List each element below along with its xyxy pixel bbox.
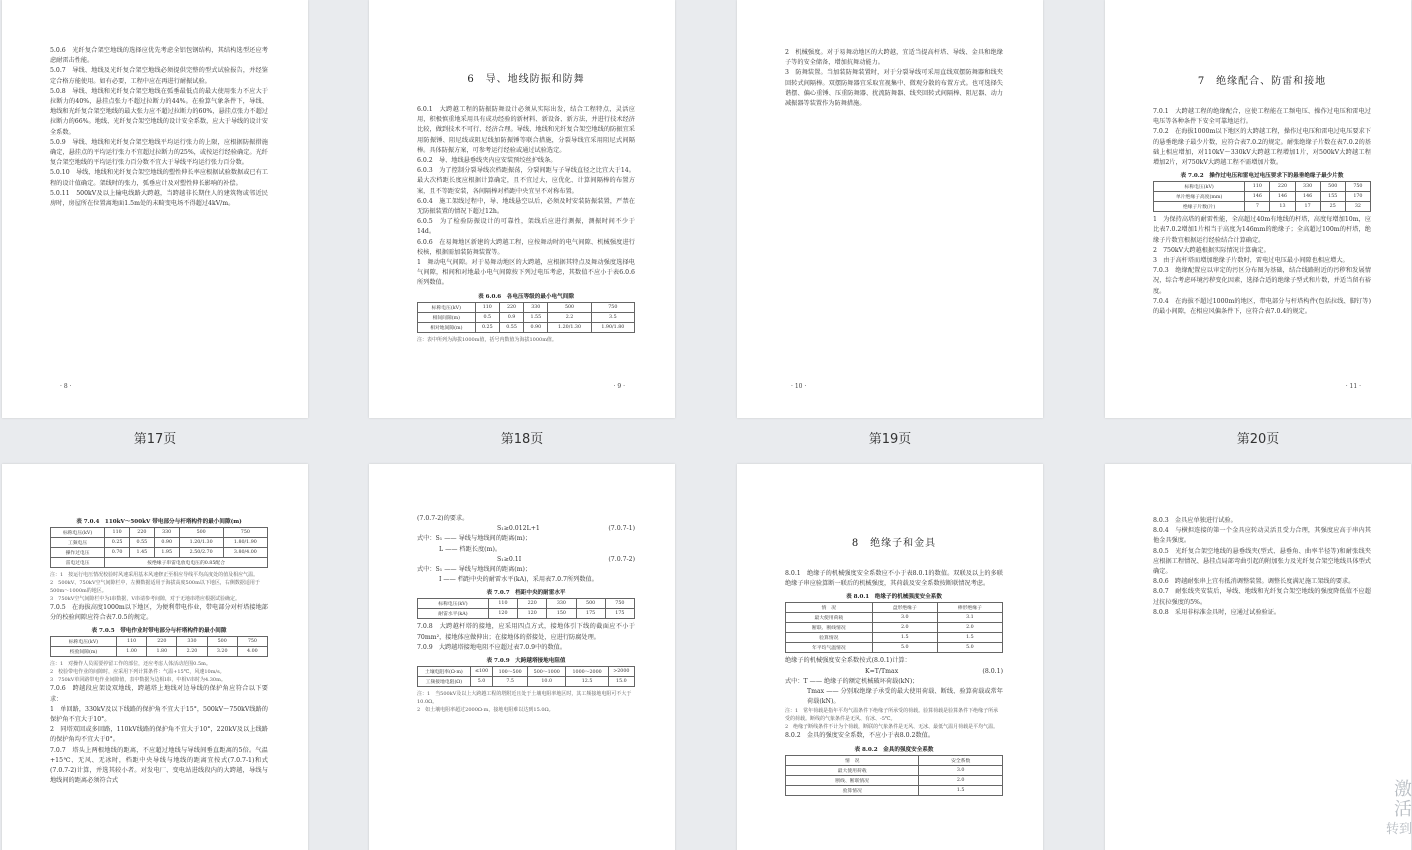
formula-definition: 式中：S₁ —— 导线与地线间的距离(m)；	[417, 566, 532, 574]
table-title: 表 7.0.2 操作过电压和雷电过电压要求下的悬垂绝缘子最少片数	[1180, 173, 1344, 180]
page-thumbnail-21[interactable]	[2, 464, 308, 850]
page-label-17[interactable]: 第17页	[133, 432, 177, 447]
table-cell: 25	[1320, 202, 1345, 212]
table-cell: 110	[105, 528, 130, 538]
formula-definition: I —— 档距中央的耐雷水平(kA)，采用表7.0.7所列数值。	[439, 576, 598, 584]
paragraph: 绝缘子的机械强度安全系数按式(8.0.1)计算：	[785, 657, 911, 665]
table-cell: 3.1	[937, 613, 1002, 623]
paragraph: 3 由于高杆塔而增加绝缘子片数时，雷电过电压最小间隙也相应增大。	[1153, 257, 1349, 265]
table-cell: 7.5	[493, 677, 528, 687]
table-cell: 120	[488, 609, 517, 619]
table-row	[1154, 202, 1371, 212]
paragraph: 5.0.10 导线、地线和光纤复合架空地线的塑性伸长率应根据试验数据或已有工程的设计值确定。架线时的张力，弧垂应计及对塑性伸长影响的补偿。	[50, 169, 268, 187]
table-cell: 12.5	[566, 677, 608, 687]
table-row	[418, 677, 635, 687]
table-cell: 500	[548, 302, 591, 312]
table-cell: 5.0	[872, 643, 937, 653]
table-cell: 120	[518, 609, 547, 619]
page-thumbnail-24[interactable]	[1105, 464, 1411, 850]
table-cell: 绝缘子片数(片)	[1154, 202, 1245, 212]
table-cell: 330	[1295, 182, 1320, 192]
table-cell: 校验间隙(m)	[51, 647, 117, 657]
table-note: 3 750kV空气间隙栏中为I串数据，V串请参考间隙，对于无地串塔应根据试验确定。	[50, 596, 240, 602]
table-cell: 按绝缘子串雷电放电电压的0.85配合	[105, 558, 268, 568]
table-cell: 标称电压(kV)	[418, 302, 476, 312]
paragraph: 7.0.4 在海拔不超过1000m的地区，带电部分与杆塔构件(包括拉线、脚钉等)的最小间隙，在相应风偏条件下，应符合表7.0.4的规定。	[1153, 297, 1371, 316]
table-cell: 3.5	[591, 312, 634, 322]
paragraph: 6.0.6 在易舞地区新建的大跨越工程，应按舞动时的电气间隙、机械强度进行校核，根据需加装防舞装置等。	[417, 238, 635, 256]
table-cell: 1.5	[872, 633, 937, 643]
table-title: 表 8.0.1 绝缘子的机械强度安全系数	[846, 594, 942, 601]
table-row	[786, 643, 1003, 653]
formula-definition: 式中：S₁ —— 导线与地线间的距离(m)；	[417, 535, 532, 543]
table-cell: 0.25	[105, 538, 130, 548]
formula-number: (7.0.7-1)	[608, 525, 635, 533]
table-row	[51, 538, 268, 548]
paragraph: 1 舞动电气间隙。对于易舞动地区的大跨越，应根据其特点及舞动强度选择电气间隙，相间和对地最小电气间隙按下列过电压考虑，其数值不应小于表6.0.6所列数值。	[417, 259, 635, 287]
table-cell: 750	[237, 637, 267, 647]
table-cell: 17	[1295, 202, 1320, 212]
table-cell: 1.00	[117, 647, 147, 657]
table-cell: 500～1000	[527, 667, 565, 677]
table-cell: 1.20/1.30	[548, 322, 591, 332]
table-cell: 土壤电阻率(Ω·m)	[418, 667, 471, 677]
table-row	[786, 603, 1003, 613]
table-cell: 0.90	[154, 538, 179, 548]
table-cell: 32	[1345, 202, 1370, 212]
formula-row	[417, 555, 635, 565]
table-note: 注：表中所列为海拔1000m值，括号内数值为海拔1000m值。	[417, 336, 557, 343]
page-number: · 8 ·	[60, 383, 72, 390]
paragraph: 1 为保持高塔的耐雷性能，全高超过40m有地线的杆塔，高度每增加10m，应比表7.0.2增加1片相当于高度为146mm的绝缘子；全高超过100m的杆塔，绝缘子片数宜根据运行经验结合计算确定。	[1153, 216, 1371, 244]
table-cell: 10.0	[527, 677, 565, 687]
data-table	[50, 636, 268, 657]
paragraph: 8.0.6 跨越耐张串上宜有抵消调整装置。调整长度满足施工架线的要求。	[1153, 578, 1355, 586]
table-row	[786, 623, 1003, 633]
activation-watermark	[1380, 780, 1412, 840]
table-cell: ≤100	[470, 667, 492, 677]
page-thumbnail-23[interactable]	[737, 464, 1043, 850]
table-cell: 1000～2000	[566, 667, 608, 677]
paragraph: 2 同塔双回或多回路，110kV线路的保护角不宜大于10°，220kV及以上线路的保护角均不宜大于0°。	[50, 726, 268, 744]
section-heading: 7 绝缘配合、防雷和接地	[1197, 76, 1327, 87]
paragraph: 8.0.7 耐张线夹安装后，导线、地线和光纤复合架空地线的强度降低值不应超过抗拉强度的5%。	[1153, 588, 1371, 606]
table-cell: 1.5	[919, 785, 1003, 795]
table-cell: 工频接地电阻(Ω)	[418, 677, 471, 687]
table-cell: 工频电压	[51, 538, 105, 548]
table-cell: 0.25	[475, 322, 499, 332]
table-cell: 3.20	[207, 647, 237, 657]
table-note: 注：1 按运行电压情况校验时风速采用基本风速修正至相应导线平均高度处的值及相应气温。	[50, 572, 259, 578]
table-cell: 盘形绝缘子	[872, 603, 937, 613]
page-thumbnail-17[interactable]	[2, 0, 308, 418]
table-cell: 175	[605, 609, 634, 619]
table-row	[1154, 192, 1371, 202]
table-cell: 330	[547, 599, 576, 609]
table-cell: 0.9	[499, 312, 523, 322]
table-row	[786, 755, 1003, 765]
table-cell: 1.45	[129, 548, 154, 558]
table-cell: 750	[605, 599, 634, 609]
formula: S₁≥0.012L+1	[497, 525, 540, 533]
table-cell: 0.70	[105, 548, 130, 558]
table-cell: 最大使用荷载	[786, 613, 873, 623]
table-cell: 750	[223, 528, 267, 538]
table-cell: >2000	[608, 667, 634, 677]
table-cell: 棒形绝缘子	[937, 603, 1002, 613]
table-cell: 验算情况	[786, 633, 873, 643]
paragraph: 7.0.2 在海拔1000m以下地区的大跨越工程，操作过电压和雷电过电压要求下的悬垂绝缘子最少片数，应符合表7.0.2的规定。耐张绝缘子片数在表7.0.2的基础上相应增加，对110kV～330kV大跨越工程增加1片，对500kV大跨越工程增加2片，对750kV大跨越工程不需增加片数。	[1153, 128, 1371, 167]
paragraph: 8.0.8 采用非标准金具时，应通过试验验证。	[1153, 608, 1281, 616]
table-row	[51, 558, 268, 568]
watermark-line: 激活	[1394, 779, 1412, 820]
table-row	[786, 633, 1003, 643]
table-row	[51, 548, 268, 558]
table-cell: 220	[499, 302, 523, 312]
table-cell: 2.20	[177, 647, 207, 657]
table-cell: 情 况	[786, 603, 873, 613]
table-cell: 500	[207, 637, 237, 647]
table-cell: 500	[1320, 182, 1345, 192]
paragraph: 5.0.9 导线、地线和光纤复合架空地线平均运行张力的上限，应根据防振措施确定，悬挂点的平均运行张力不宜超过拉断力的25%，或按运行经验确定。光纤复合架空地线的平均运行张力百分数不宜大于导线平均运行张力百分数。	[50, 138, 268, 167]
section-heading: 6 导、地线防振和防舞	[467, 74, 585, 85]
table-cell: 15.0	[608, 677, 634, 687]
table-note: 3 750kV单回路带电作业间隙值，表中数据为边相I串，中相V串时为4.30m。	[50, 677, 226, 684]
table-cell: 1.5	[937, 633, 1002, 643]
table-cell: 标称电压(kV)	[1154, 182, 1245, 192]
table-cell: 110	[488, 599, 517, 609]
table-cell: 2.0	[937, 623, 1002, 633]
table-cell: 标称电压(kV)	[418, 599, 489, 609]
paragraph: 7.0.3 绝缘配置应以审定的污区分布图为基础，结合线路附近的污秽和发展情况，综合考虑环境污秽变化因素，选择合适的绝缘子型式和片数，并适当留有裕度。	[1153, 267, 1371, 295]
table-cell: 170	[1345, 192, 1370, 202]
page-number: · 9 ·	[613, 383, 625, 390]
table-cell: 3.80/4.00	[223, 548, 267, 558]
table-cell: 2.0	[872, 623, 937, 633]
table-cell: 1.80/1.90	[223, 538, 267, 548]
table-cell: 3.0	[919, 765, 1003, 775]
table-cell: 相间间隙(m)	[418, 312, 476, 322]
paragraph: 1 单回路，330kV及以下线路的保护角不宜大于15°，500kV～750kV线路的保护角不宜大于10°。	[50, 705, 268, 724]
table-cell: 相对地间隙(m)	[418, 322, 476, 332]
formula-row	[417, 524, 635, 534]
paragraph: 7.0.1 大跨越工程的绝缘配合，应使工程能在工频电压、操作过电压和雷电过电压等各种条件下安全可靠地运行。	[1153, 108, 1371, 126]
table-row	[786, 785, 1003, 795]
table-cell: 13	[1270, 202, 1295, 212]
table-cell: 验算情况	[786, 785, 919, 795]
paragraph: 7.0.9 大跨越塔接地电阻不应超过表7.0.9中的数值。	[417, 643, 567, 651]
paragraph: 8.0.1 绝缘子的机械强度安全系数应不小于表8.0.1的数值。双联及以上的多联绝缘子串应验算断一联后的机械强度，其荷载及安全系数按断联情况考虑。	[785, 570, 1003, 588]
page-thumbnail-22[interactable]	[369, 464, 675, 850]
page-label-20[interactable]: 第20页	[1236, 432, 1280, 447]
page-label-19[interactable]: 第19页	[868, 432, 912, 447]
table-note: 2 500kV、750kV空气间隙栏中，左侧数据适用于海拔高度500m以下地区，右侧数据适用于500m～1000m的地区。	[50, 580, 260, 594]
table-cell: 操作过电压	[51, 548, 105, 558]
table-cell: 2.50/2.70	[179, 548, 223, 558]
table-cell: 4.00	[237, 647, 267, 657]
page-thumbnail-18[interactable]	[369, 0, 675, 418]
table-cell: 1.80	[147, 647, 177, 657]
table-title: 表 7.0.4 110kV～500kV 带电部分与杆塔构件的最小间隙(m)	[76, 519, 242, 525]
table-cell: 1.20/1.30	[179, 538, 223, 548]
table-cell: 155	[1320, 192, 1345, 202]
paragraph: 6.0.2 导、地线悬垂线夹内应安装预绞丝护线条。	[417, 157, 557, 165]
data-table	[785, 602, 1003, 653]
table-title: 表 8.0.2 金具的强度安全系数	[854, 746, 934, 753]
paragraph: 5.0.11 500kV及以上输电线路大跨越，当跨越非长期住人的建筑物或邻近民房时，房屋所在位置离地面1.5m处的未畸变电场不得超过4kV/m。	[50, 189, 268, 208]
table-cell: 0.5	[475, 312, 499, 322]
table-row	[786, 775, 1003, 785]
table-cell: 146	[1270, 192, 1295, 202]
table-cell: 情 况	[786, 755, 919, 765]
table-cell: 5.0	[937, 643, 1002, 653]
table-row	[418, 302, 635, 312]
table-row	[418, 609, 635, 619]
paragraph: 2 机械强度。对于易舞动地区的大跨越，宜适当提高杆塔、导线、金具和绝缘子等的安全储备，增加抗舞动能力。	[785, 49, 1003, 67]
table-cell: 安全系数	[919, 755, 1003, 765]
table-cell: 耐雷水平(kA)	[418, 609, 489, 619]
paragraph: 7.0.6 跨越段应架设双地线，跨越塔上地线对边导线的保护角应符合以下要求：	[50, 685, 268, 703]
formula-number: (8.0.1)	[982, 667, 1003, 675]
data-table	[417, 666, 635, 687]
formula: K=T/Tmax	[865, 667, 899, 675]
table-cell: 3.0	[872, 613, 937, 623]
section-heading: 8 绝缘子和金具	[851, 538, 937, 549]
paragraph: 7.0.5 在海拔高度1000m以下地区，为便利带电作业，带电部分对杆塔接地部分的校验间隙应符合表7.0.5的规定。	[50, 604, 268, 622]
table-cell: 146	[1295, 192, 1320, 202]
paragraph: 5.0.7 导线、地线及光纤复合架空地线必须提供完整的型式试验报告，并经鉴定合格方能使用。如有必要，工程中应在再进行耐振试验。	[50, 67, 268, 85]
table-cell: 175	[576, 609, 605, 619]
paragraph: 7.0.8 大跨越杆塔的接地，应采用四点方式，接地体引下线的截面应不小于70mm²，接地体应做伸出；在接地体的搭接处，应进行防腐处理。	[417, 623, 635, 641]
table-cell: 110	[117, 637, 147, 647]
table-row	[1154, 182, 1371, 192]
table-cell: 146	[1245, 192, 1270, 202]
table-row	[51, 637, 268, 647]
paragraph: 5.0.6 光纤复合架空地线的选择应优先考虑全铝包钢结构，其结构选型还应考虑耐雷击性能。	[50, 47, 268, 65]
table-note: 注：1 当500kV及以上大跨越工程的塔附近且处于土壤电阻率地区时，其工频接地电阻可不大于10.0Ω。	[417, 691, 632, 706]
table-cell: 220	[1270, 182, 1295, 192]
table-title: 表 6.0.6 各电压等级的最小电气间隙	[478, 293, 574, 300]
table-cell: 最大使用荷载	[786, 765, 919, 775]
table-note: 2 绝缘子断线条件不计为个荷载，断联的气象条件是无风、无冰、最低气温月荷载是平均气温。	[785, 724, 999, 731]
data-table	[417, 598, 635, 619]
paragraph: (7.0.7-2)的要求。	[417, 515, 469, 522]
data-table	[50, 527, 268, 568]
paragraph: 8.0.5 光纤复合架空地线的悬垂线夹(型式、悬垂角、曲率半径等)和耐张线夹应根据工程情况、悬挂点局部弯曲引起的附加张力及光纤复合架空地线具体型式确定。	[1153, 547, 1371, 576]
formula-number: (7.0.7-2)	[608, 555, 635, 563]
table-title: 表 7.0.5 带电作业时带电部分与杆塔构件的最小间隙	[91, 628, 227, 635]
table-cell: 750	[591, 302, 634, 312]
paragraph: 2 750kV大跨越根据实际情况计算确定。	[1153, 246, 1270, 254]
table-note: 2 如土壤电阻率超过2000Ω·m，接地电阻难以达到15.0Ω。	[417, 707, 554, 714]
table-cell: 0.55	[129, 538, 154, 548]
table-cell: 220	[518, 599, 547, 609]
table-cell: 5.0	[470, 677, 492, 687]
table-cell: 110	[475, 302, 499, 312]
paragraph: 6.0.1 大跨越工程的防振防舞设计必须从实际出发，结合工程特点，灵活应用，积极慎重地采用具有成功经验的新材料、新设备、新方法，并进行技术经济比较，做到技术不可行、经济合理。导线、地线和光纤复合架空地线的防振宜采用防振锤、阻尼线或阻尼线加防振锤等联合措施，分裂导线宜采用阻尼式间隔棒。具体防振方案，可参考运行经验或通过试验选定。	[417, 106, 635, 154]
table-cell: 750	[1345, 182, 1370, 192]
table-note: 注：1 常年荷载是指年平均气温条件下绝缘子所承受的荷载。验算荷载是验算条件下绝缘子所承受的荷载。断线的气象条件是无风、有冰、-5℃。	[785, 708, 999, 723]
data-table	[1153, 181, 1371, 212]
paragraph: 5.0.8 导线、地线和光纤复合架空地线在弧垂最低点的最大使用张力不应大于拉断力的40%，悬挂点张力不超过拉断力的44%。在验算气象条件下，导线、地线和光纤复合架空地线的最大张力应不超过拉断力的60%，悬挂点张力不超过拉断力的66%。地线、光纤复合架空地线的设计安全系数，应大于导线的设计安全系数。	[50, 87, 268, 136]
table-cell: 500	[576, 599, 605, 609]
table-cell: 7	[1245, 202, 1270, 212]
table-cell: 110	[1245, 182, 1270, 192]
table-title: 表 7.0.9 大跨越塔接地电阻值	[486, 658, 566, 665]
table-title: 表 7.0.7 档距中央的耐雷水平	[486, 590, 566, 597]
table-cell: 年平均气温情况	[786, 643, 873, 653]
table-cell: 330	[524, 302, 548, 312]
table-row	[418, 599, 635, 609]
formula-definition: Tmax —— 分别取绝缘子承受的最大使用荷载、断线、验算荷载或常年荷载(kN)。	[807, 688, 1003, 706]
paragraph: 8.0.4 与横担连接的第一个金具应转动灵活且受力合理，其强度应高于串内其他金具强度。	[1153, 527, 1371, 545]
table-row	[418, 322, 635, 332]
table-cell: 220	[147, 637, 177, 647]
page-thumbnail-20[interactable]	[1105, 0, 1411, 418]
paragraph: 8.0.3 金具应单独进行试验。	[1153, 517, 1237, 524]
page-thumbnail-19[interactable]	[737, 0, 1043, 418]
table-cell: 2.0	[919, 775, 1003, 785]
data-table	[417, 302, 635, 333]
paragraph: 6.0.5 为了检验防振设计的可靠性，架线后应进行测振，测振时间不少于14d。	[417, 218, 635, 236]
table-note: 2 校验带电作业的间隙时，应采用下列计算条件：气温+15℃，风速10m/s。	[50, 669, 225, 676]
table-row	[51, 647, 268, 657]
formula: S₁≥0.1I	[497, 555, 522, 563]
table-cell: 断联、断线情况	[786, 623, 873, 633]
table-cell: 0.55	[499, 322, 523, 332]
page-number: · 10 ·	[791, 383, 807, 390]
table-cell: 单片绝缘子高度(mm)	[1154, 192, 1245, 202]
table-cell: 220	[129, 528, 154, 538]
data-table	[785, 755, 1003, 796]
table-cell: 150	[547, 609, 576, 619]
table-cell: 2.2	[548, 312, 591, 322]
formula-definition: 式中：T —— 绝缘子的额定机械破坏荷载(kN)；	[785, 677, 919, 685]
table-cell: 断线、断联情况	[786, 775, 919, 785]
table-cell: 1.55	[524, 312, 548, 322]
table-cell: 1.95	[154, 548, 179, 558]
table-cell: 330	[177, 637, 207, 647]
table-cell: 标称电压(kV)	[51, 528, 105, 538]
table-cell: 500	[179, 528, 223, 538]
table-cell: 100～500	[493, 667, 528, 677]
page-number: · 11 ·	[1345, 383, 1361, 390]
table-row	[418, 312, 635, 322]
paragraph: 6.0.4 施工架线过程中，导、地线悬空以后，必须及时安装防振装置，严禁在无防振装置的情况下超过12h。	[417, 197, 635, 216]
watermark-line: 转到	[1385, 822, 1412, 837]
paragraph: 3 防舞装置。当加装防舞装置时，对于分裂导线可采用直线双摆防舞器和线夹回转式间隔棒。双摆防舞器宜采取宜视集中、微观分散的布置方式。也可选择失谐摆、偏心重锤、压重防舞器、扰流防舞器、线夹回转式间隔棒、阻尼器、动力减振器等装置作为防舞措施。	[785, 69, 1003, 108]
page-label-18[interactable]: 第18页	[500, 432, 544, 447]
table-cell: 0.90	[524, 322, 548, 332]
table-cell: 雷电过电压	[51, 558, 105, 568]
table-row	[51, 528, 268, 538]
table-cell: 标称电压(kV)	[51, 637, 117, 647]
paragraph: 7.0.7 塔头上两根地线的距离，不应超过地线与导线间垂直距离的5倍。气温+15℃、无风、无冰时，档距中央导线与地线的距离宜按式(7.0.7-1)和式(7.0.7-2)计算，并选其较小者。对发电厂、变电站进线段内的大跨越，导线与地线间的距离必须符合式	[50, 746, 268, 785]
table-cell: 1.90/1.80	[591, 322, 634, 332]
table-row	[786, 613, 1003, 623]
formula-definition: L —— 档距长度(m)。	[439, 545, 502, 553]
paragraph: 8.0.2 金具的强度安全系数，不应小于表8.0.2数值。	[785, 732, 935, 740]
table-row	[786, 765, 1003, 775]
table-row	[418, 667, 635, 677]
table-note: 注：1 对操作人员需要停留工作的部位，还应考虑人体活动范围0.5m。	[50, 661, 211, 668]
paragraph: 6.0.3 为了控制分裂导线次档距振荡，分裂间距与子导线直径之比宜大于14。最大次档距长度应根据计算确定，且不宜过大，应优化、计算间隔棒的布置方案，且不等距安装，各间隔棒对档距中央宜呈不对称布置。	[417, 167, 635, 195]
table-cell: 330	[154, 528, 179, 538]
formula-row	[785, 667, 1003, 677]
